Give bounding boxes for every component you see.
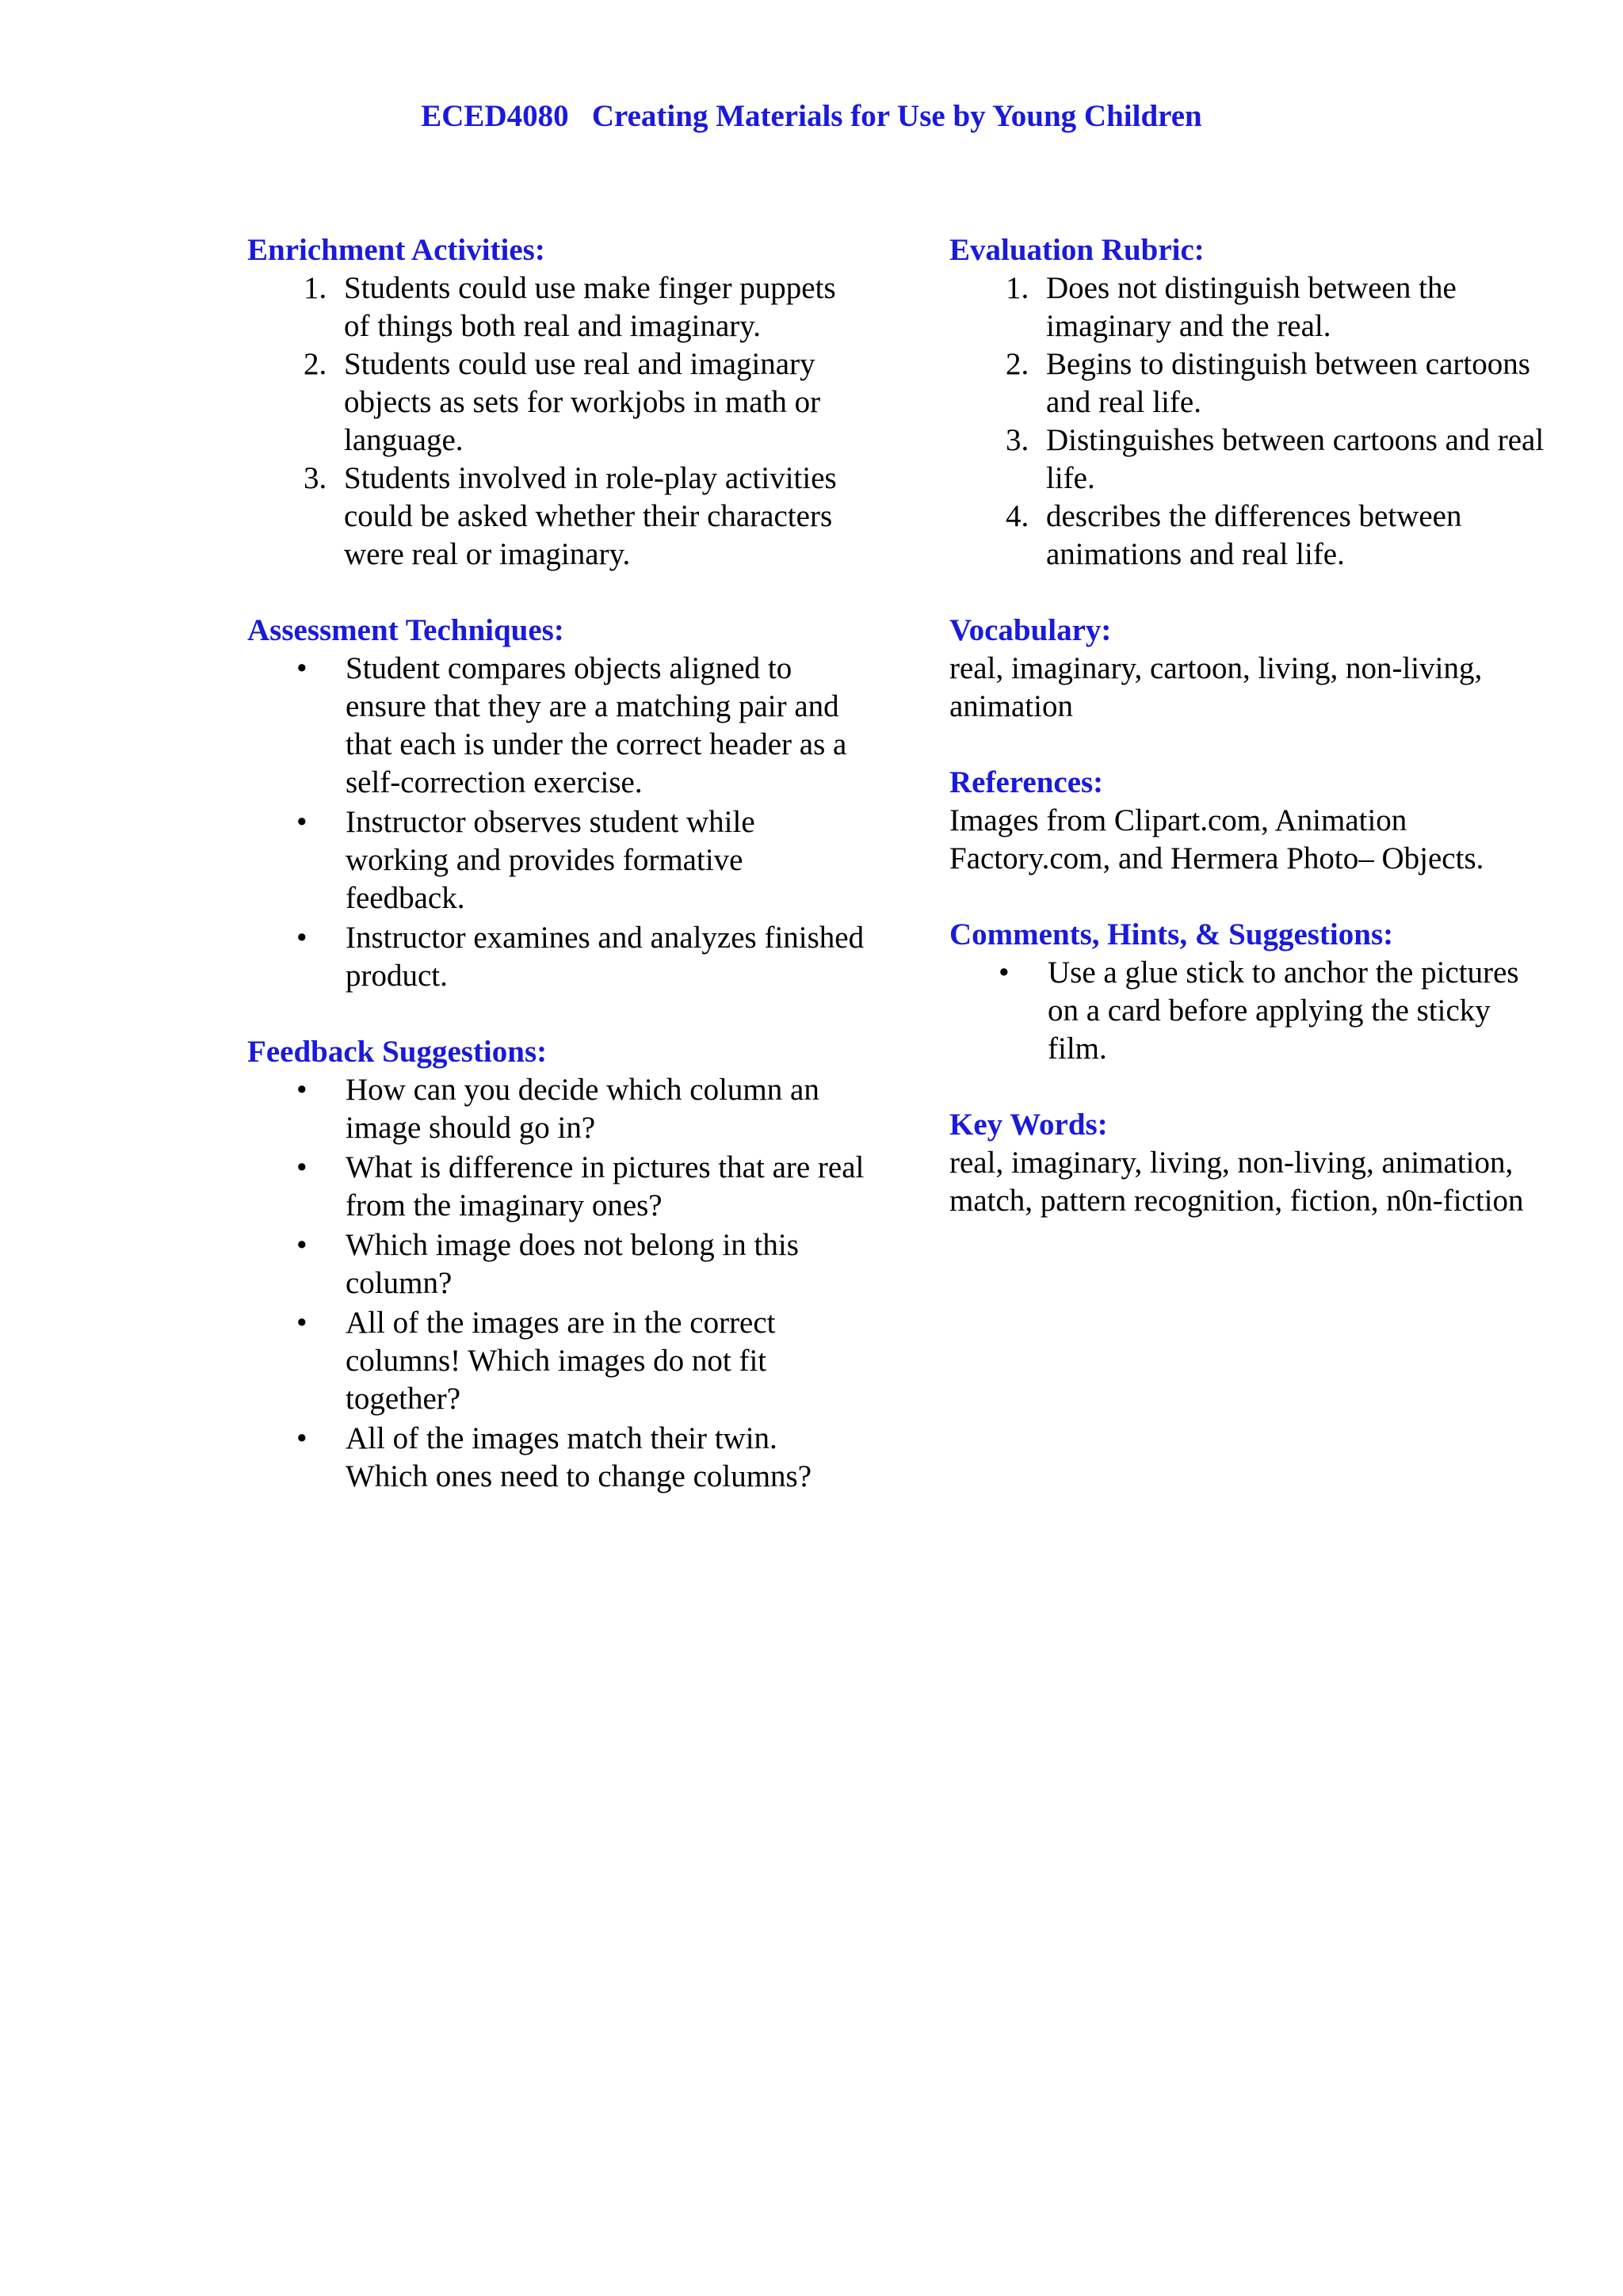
rubric-item: 1. Does not distinguish between the imaginary and the real. xyxy=(1037,269,1552,345)
assessment-item xyxy=(247,919,865,995)
feedback-item xyxy=(247,1071,865,1147)
enrichment-heading: Enrichment Activities: xyxy=(247,233,545,267)
feedback-item-text: All of the images are in the correct columns! Which images do not fit together? xyxy=(346,1306,776,1416)
left-column xyxy=(247,231,865,1534)
rubric-heading: Evaluation Rubric: xyxy=(949,233,1205,267)
vocabulary-heading: Vocabulary: xyxy=(949,613,1112,647)
bullet-icon: • xyxy=(999,955,1010,990)
vocabulary-section xyxy=(949,612,1552,726)
comments-section xyxy=(949,916,1552,1068)
references-text: Images from Clipart.com, Animation Factory.com, and Hermera Photo– Objects. xyxy=(949,803,1484,875)
feedback-heading: Feedback Suggestions: xyxy=(247,1035,548,1069)
keywords-text: real, imaginary, living, non-living, animation, match, pattern recognition, fiction, n0n-fiction xyxy=(949,1146,1524,1218)
assessment-list xyxy=(247,650,865,995)
feedback-item xyxy=(247,1304,865,1418)
bullet-icon: • xyxy=(296,1150,307,1184)
rubric-item: 4. describes the differences between animations and real life. xyxy=(1037,498,1552,574)
rubric-item: 2. Begins to distinguish between cartoons and real life. xyxy=(1037,345,1552,421)
references-heading: References: xyxy=(949,765,1104,799)
bullet-icon: • xyxy=(296,1421,307,1455)
feedback-item-text: All of the images match their twin. Which ones need to change columns? xyxy=(346,1421,812,1493)
right-column xyxy=(949,231,1552,1258)
keywords-section xyxy=(949,1106,1552,1220)
rubric-section xyxy=(949,231,1552,574)
enrichment-item: 1. Students could use make finger puppets of things both real and imaginary. xyxy=(334,269,865,345)
assessment-heading: Assessment Techniques: xyxy=(247,613,564,647)
comments-list xyxy=(949,954,1552,1068)
assessment-item-text: Student compares objects aligned to ensure that they are a matching pair and that each is under the correct header as a self-correction exercise. xyxy=(346,651,847,799)
assessment-item-text: Instructor examines and analyzes finished product. xyxy=(346,921,865,993)
assessment-item xyxy=(247,650,865,802)
assessment-item-text: Instructor observes student while working and provides formative feedback. xyxy=(346,805,755,915)
bullet-icon: • xyxy=(296,1073,307,1107)
feedback-item-text: Which image does not belong in this column? xyxy=(346,1228,799,1300)
bullet-icon: • xyxy=(296,921,307,955)
vocabulary-text: real, imaginary, cartoon, living, non-living, animation xyxy=(949,651,1483,723)
feedback-item-text: How can you decide which column an image should go in? xyxy=(346,1073,819,1145)
comments-heading: Comments, Hints, & Suggestions: xyxy=(949,917,1394,952)
enrichment-section xyxy=(247,231,865,574)
feedback-item-text: What is difference in pictures that are real from the imaginary ones? xyxy=(346,1150,865,1222)
enrichment-list xyxy=(247,269,865,574)
feedback-item xyxy=(247,1149,865,1225)
rubric-list xyxy=(949,269,1552,574)
enrichment-item: 3. Students involved in role-play activities could be asked whether their characters were real or imaginary. xyxy=(334,460,865,574)
feedback-item xyxy=(247,1420,865,1496)
enrichment-item: 2. Students could use real and imaginary objects as sets for workjobs in math or language. xyxy=(334,345,865,460)
page-title: ECED4080 Creating Materials for Use by Young Children xyxy=(421,99,1202,133)
feedback-list xyxy=(247,1071,865,1496)
rubric-item: 3. Distinguishes between cartoons and real life. xyxy=(1037,421,1552,498)
bullet-icon: • xyxy=(296,1228,307,1262)
comments-item xyxy=(949,954,1552,1068)
comments-item-text: Use a glue stick to anchor the pictures on a card before applying the sticky film. xyxy=(1048,955,1519,1066)
assessment-section xyxy=(247,612,865,995)
bullet-icon: • xyxy=(296,805,307,839)
bullet-icon: • xyxy=(296,1306,307,1340)
feedback-section xyxy=(247,1033,865,1496)
feedback-item xyxy=(247,1226,865,1302)
keywords-heading: Key Words: xyxy=(949,1108,1108,1142)
assessment-item xyxy=(247,803,865,917)
references-section xyxy=(949,764,1552,878)
bullet-icon: • xyxy=(296,651,307,685)
